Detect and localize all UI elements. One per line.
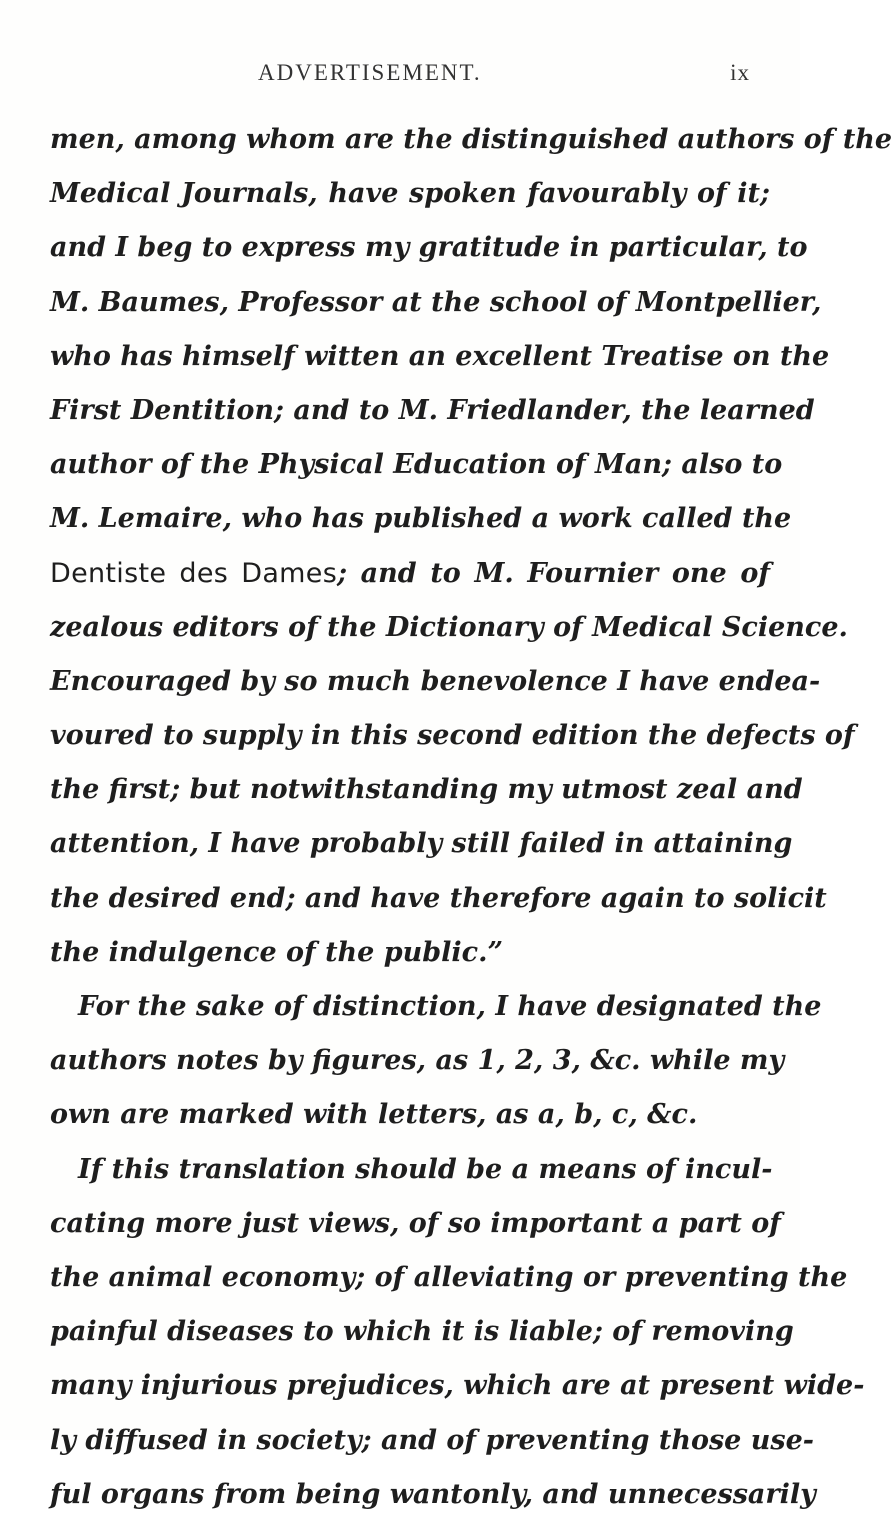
text-line [50,763,803,817]
text-line [50,709,855,763]
text-segment: attention, I have probably still failed in attaining [50,828,793,860]
text-segment: M. Lemaire, who has published a work called the [50,503,792,535]
text-segment: many injurious prejudices, which are at present wide- [50,1370,865,1402]
text-line [50,1305,794,1359]
text-line [50,1197,781,1251]
text-line [50,1034,785,1088]
text-segment: Medical Journals, have spoken favourably of it; [50,178,770,210]
text-line [50,276,822,330]
text-segment: own are marked with letters, as a, b, c, &c. [50,1099,698,1131]
text-segment: cating more just views, of so important a part of [50,1207,781,1239]
text-line [50,438,783,492]
running-head [110,60,750,94]
text-segment: the first; but notwithstanding my utmost zeal and [50,774,803,806]
text-line [50,872,827,926]
text-line [50,655,821,709]
text-line [50,113,892,167]
text-line [50,1468,816,1522]
text-line [50,384,815,438]
text-line [50,1143,773,1197]
text-segment: If this translation should be a means of incul- [78,1153,773,1185]
text-line [50,1414,814,1468]
text-segment: painful diseases to which it is liable; of removing [50,1316,794,1348]
text-segment: For the sake of distinction, I have designated the [78,991,822,1022]
text-segment: who has himself witten an excellent Treatise on the [50,340,830,372]
running-title: ADVERTISEMENT. [258,60,482,85]
text-segment: men, among whom are the distinguished authors of the [50,124,892,155]
text-line [50,926,770,980]
text-segment: author of the Physical Education of Man; also to [50,449,783,481]
text-line [50,1251,848,1305]
page-number: ix [730,60,750,85]
text-segment: the desired end; and have therefore again to solicit [50,882,827,914]
text-line [50,1359,865,1413]
text-line [50,167,770,221]
text-line [50,492,792,546]
text-line [50,980,822,1034]
text-segment: zealous editors of the Dictionary of Medical Science. [50,611,848,643]
body-text [50,113,892,1522]
text-segment: ; and to M. Fournier one of [337,557,770,589]
text-line [50,547,770,601]
text-segment: and I beg to express my gratitude in particular, to [50,232,808,264]
text-segment: ful organs from being wantonly, and unnecessarily [50,1478,816,1510]
text-segment: M. Baumes, Professor at the school of Montpellier, [50,286,822,318]
text-line [50,601,848,655]
text-line [50,1088,770,1142]
text-segment: Encouraged by so much benevolence I have endea- [50,665,821,697]
text-segment: voured to supply in this second edition the defects of [50,720,855,752]
text-line [50,221,808,275]
roman-text-segment: Dentiste des Dames [50,557,338,589]
text-line [50,330,830,384]
text-segment: authors notes by figures, as 1, 2, 3, &c. while my [50,1045,785,1077]
text-segment: First Dentition; and to M. Friedlander, the learned [50,394,815,426]
text-segment: ly diffused in society; and of preventing those use- [50,1424,814,1456]
text-line [50,817,793,871]
text-segment: the indulgence of the public.” [50,936,504,968]
text-segment: the animal economy; of alleviating or preventing the [50,1261,848,1293]
